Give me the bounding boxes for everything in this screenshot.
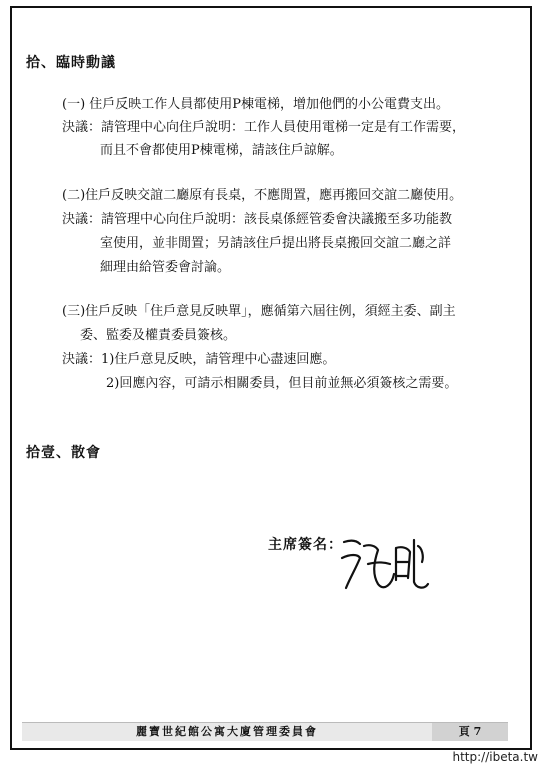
motion-3-text-line-2: 委、監委及權責委員簽核。 [80, 328, 237, 343]
motion-2-resolution-line-3: 細理由給管委會討論。 [100, 260, 231, 275]
signature-label: 主席簽名： [268, 537, 343, 553]
section-10-heading: 拾、臨時動議 [26, 55, 116, 71]
section-11-heading: 拾壹、散會 [26, 445, 101, 461]
motion-2-text: (二)住戶反映交誼二廳原有長桌，不應閒置，應再搬回交誼二廳使用。 [62, 188, 463, 203]
page-number: 頁 7 [432, 723, 508, 741]
footer-bar [22, 722, 508, 741]
motion-1-resolution-line-1: 決議：請管理中心向住戶說明：工作人員使用電梯一定是有工作需要， [62, 120, 466, 135]
watermark-link[interactable]: http://ibeta.tw [452, 750, 538, 764]
handwritten-signature [338, 528, 434, 600]
motion-1-text: (一) 住戶反映工作人員都使用P棟電梯，增加他們的小公電費支出。 [62, 97, 450, 112]
motion-1-resolution-line-2: 而且不會都使用P棟電梯，請該住戶諒解。 [100, 143, 343, 158]
footer-title: 麗寶世紀館公寓大廈管理委員會 [136, 725, 318, 738]
motion-2-resolution-line-1: 決議：請管理中心向住戶說明：該長桌係經管委會決議搬至多功能教 [62, 212, 453, 227]
motion-2-resolution-line-2: 室使用，並非閒置；另請該住戶提出將長桌搬回交誼二廳之詳 [100, 236, 452, 251]
motion-3-text-line-1: (三)住戶反映「住戶意見反映單」，應循第六屆往例，須經主委、副主 [62, 304, 456, 319]
motion-3-resolution-line-2: 2)回應內容，可請示相關委員，但目前並無必須簽核之需要。 [106, 376, 458, 391]
motion-3-resolution-line-1: 決議：1)住戶意見反映，請管理中心盡速回應。 [62, 352, 336, 367]
